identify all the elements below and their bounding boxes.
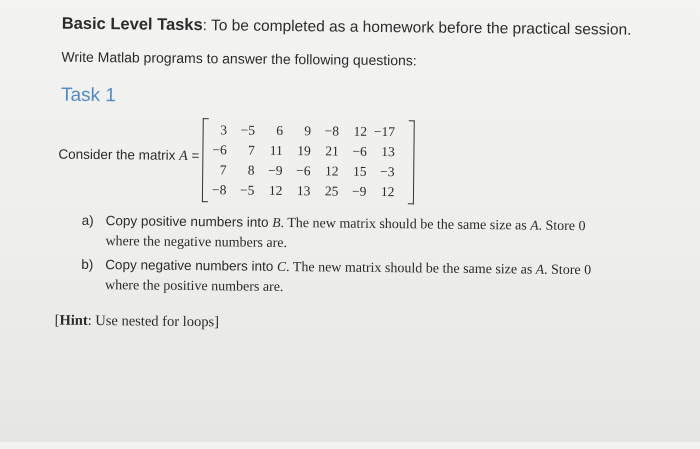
matrix-cell: −5	[240, 122, 256, 138]
hint-label: Hint	[59, 312, 88, 329]
matrix-a	[202, 118, 415, 204]
matrix-cell: 12	[353, 123, 368, 139]
matrix-cell: 8	[247, 162, 255, 178]
heading-rest: : To be completed as a homework before the practical session.	[202, 17, 632, 39]
task-item-b	[81, 257, 591, 279]
matrix-cell: −6	[296, 163, 311, 179]
matrix-cell: −3	[380, 163, 395, 180]
item-label: b)	[81, 256, 94, 272]
matrix-cell: 12	[268, 182, 283, 198]
task-item-b-continuation: where the positive numbers are.	[104, 278, 284, 295]
matrix-cell: −9	[268, 162, 283, 178]
task-title: Task 1	[60, 84, 117, 107]
matrix-cell: 9	[304, 123, 312, 139]
heading-bold: Basic Level Tasks	[61, 14, 203, 35]
instruction-line: Write Matlab programs to answer the following questions:	[61, 48, 417, 69]
item-text-serif: . Store 0	[543, 262, 592, 279]
consider-text: Consider the matrix	[58, 146, 180, 163]
item-text-serif: . The new matrix should be the same size as	[286, 260, 536, 278]
matrix-cell: −6	[352, 143, 367, 159]
item-text: Copy positive numbers into	[105, 213, 273, 230]
matrix-cell: −17	[373, 123, 396, 140]
section-heading	[62, 15, 632, 40]
matrix-cell: 15	[353, 163, 367, 179]
matrix-cell: 11	[269, 142, 283, 158]
hint-line	[55, 313, 219, 332]
task-item-a-continuation: where the negative numbers are.	[105, 234, 288, 252]
task-item-a	[82, 213, 586, 235]
matrix-cell: 19	[297, 143, 311, 159]
matrix-row	[210, 140, 397, 162]
item-text-serif: . The new matrix should be the same size as	[280, 215, 531, 234]
matrix-cell: 13	[296, 183, 311, 199]
item-variable: B	[272, 214, 281, 230]
matrix-cell: −6	[212, 142, 227, 158]
item-label: a)	[81, 212, 94, 228]
matrix-row	[210, 180, 397, 202]
hint-text: : Use nested for loops]	[87, 312, 220, 331]
matrix-right-bracket	[408, 120, 415, 204]
matrix-cell: 13	[381, 144, 395, 160]
consider-label	[58, 147, 199, 165]
matrix-variable: A	[179, 148, 188, 164]
matrix-cell: 7	[219, 162, 227, 178]
matrix-cell: −8	[211, 182, 227, 198]
matrix-table	[210, 120, 397, 202]
equals-sign: =	[187, 147, 200, 164]
matrix-cell: 3	[220, 122, 228, 138]
item-variable: A	[530, 217, 539, 233]
matrix-cell: 12	[380, 183, 395, 200]
matrix-row	[210, 160, 397, 182]
matrix-cell: 12	[325, 163, 339, 179]
matrix-cell: −9	[351, 183, 367, 199]
matrix-cell: 25	[324, 183, 339, 199]
matrix-cell: 21	[325, 143, 339, 159]
matrix-cell: −5	[239, 182, 255, 198]
item-text: Copy negative numbers into	[105, 257, 278, 274]
item-variable: C	[277, 258, 287, 275]
matrix-cell: 7	[247, 142, 255, 158]
matrix-cell: −8	[324, 123, 340, 139]
matrix-left-bracket	[202, 118, 209, 202]
matrix-row	[211, 120, 398, 142]
item-text-serif: . Store 0	[538, 218, 586, 235]
hint-open-bracket: [	[54, 312, 60, 329]
matrix-cell: 6	[276, 122, 284, 138]
item-variable: A	[535, 261, 545, 277]
